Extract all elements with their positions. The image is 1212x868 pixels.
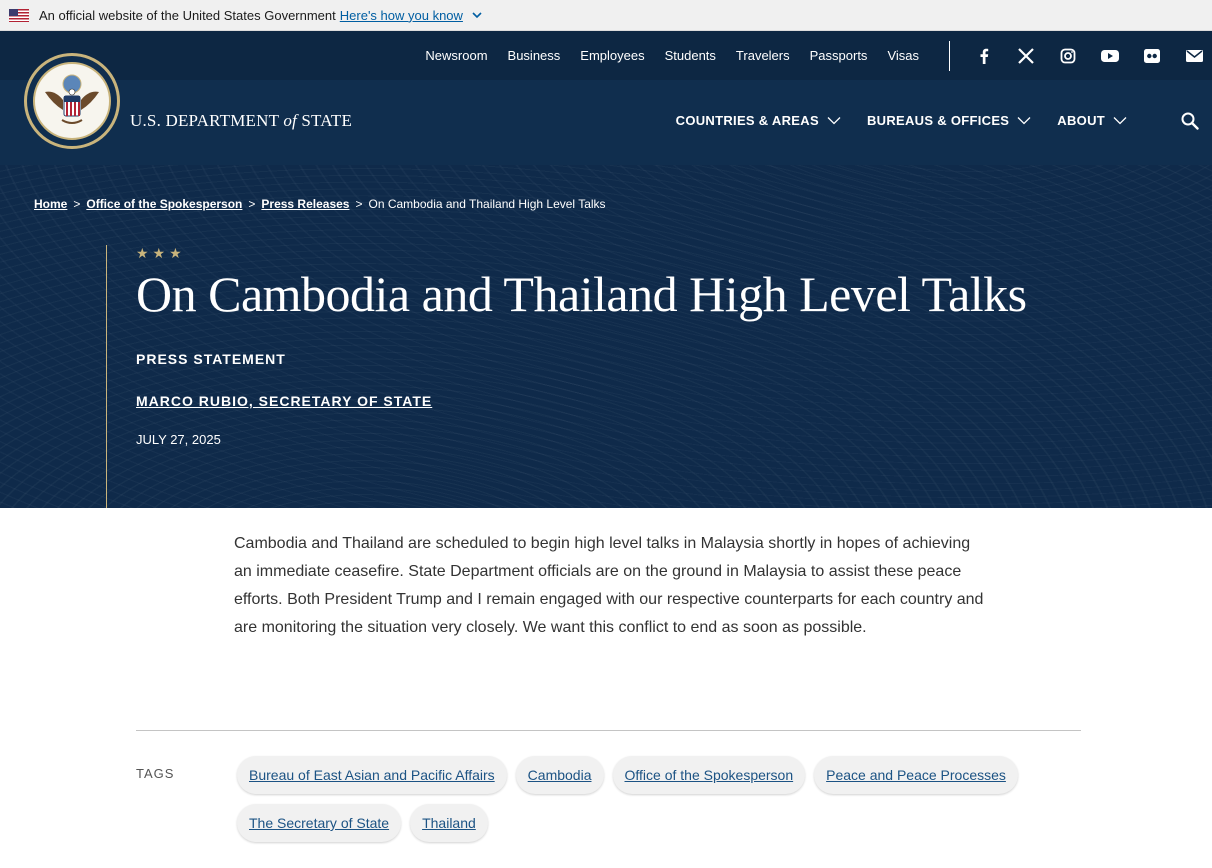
utility-link-visas[interactable]: Visas — [887, 48, 919, 63]
utility-divider — [949, 41, 950, 71]
breadcrumb-home[interactable]: Home — [34, 197, 68, 211]
gov-banner-text: An official website of the United States Government — [39, 7, 336, 23]
nav-about[interactable] — [1057, 113, 1127, 128]
nav-countries-areas[interactable] — [676, 113, 841, 128]
nav-bureaus-offices-label: BUREAUS & OFFICES — [866, 113, 1010, 128]
site-title[interactable] — [130, 111, 352, 131]
youtube-icon[interactable] — [1099, 45, 1121, 67]
chevron-down-icon — [1017, 116, 1031, 125]
heres-how-you-know-link[interactable]: Here's how you know — [339, 7, 463, 23]
article-body: Cambodia and Thailand are scheduled to begin high level talks in Malaysia shortly in hopes of achieving an immediate ceasefire. State Department officials are on the ground in Malaysia to assist these peace efforts. Both President Trump and I remain engaged with our respective counterparts for each country and are monitoring the situation very closely. We want this conflict to end as soon as possible. — [234, 535, 984, 636]
publish-date: JULY 27, 2025 — [136, 432, 221, 447]
author-link[interactable]: MARCO RUBIO, SECRETARY OF STATE — [136, 393, 433, 409]
utility-link-passports[interactable]: Passports — [809, 48, 868, 63]
chevron-down-icon — [827, 116, 841, 125]
tag-thailand[interactable]: Thailand — [410, 804, 488, 842]
tag-the-secretary-of-state[interactable]: The Secretary of State — [237, 804, 401, 842]
flickr-icon[interactable] — [1141, 45, 1163, 67]
search-icon[interactable] — [1180, 111, 1200, 131]
x-icon[interactable] — [1015, 45, 1037, 67]
tags-list — [237, 756, 1067, 842]
breadcrumb-current: On Cambodia and Thailand High Level Talks — [368, 197, 606, 211]
instagram-icon[interactable] — [1057, 45, 1079, 67]
stars-decoration: ★★★ — [136, 245, 186, 261]
site-title-of: of — [283, 111, 297, 130]
email-icon[interactable] — [1183, 45, 1205, 67]
department-seal-logo[interactable] — [24, 53, 120, 149]
utility-link-business[interactable]: Business — [507, 48, 561, 63]
utility-nav — [425, 31, 919, 80]
breadcrumb-separator: > — [355, 197, 363, 211]
us-flag-icon — [9, 9, 29, 22]
main-nav — [676, 113, 1127, 128]
breadcrumb-press-releases[interactable]: Press Releases — [261, 197, 350, 211]
tag-peace-and-peace-processes[interactable]: Peace and Peace Processes — [814, 756, 1018, 794]
page-title: On Cambodia and Thailand High Level Talks — [136, 266, 1027, 322]
utility-link-students[interactable]: Students — [664, 48, 716, 63]
breadcrumb-separator: > — [73, 197, 81, 211]
chevron-down-icon[interactable] — [471, 9, 483, 21]
nav-countries-areas-label: COUNTRIES & AREAS — [675, 113, 819, 128]
tag-office-of-the-spokesperson[interactable]: Office of the Spokesperson — [613, 756, 806, 794]
breadcrumb-separator: > — [248, 197, 256, 211]
site-title-suffix: STATE — [296, 111, 353, 130]
utility-bar — [0, 31, 1212, 80]
nav-bureaus-offices[interactable] — [867, 113, 1031, 128]
tag-cambodia[interactable]: Cambodia — [516, 756, 604, 794]
breadcrumb-office-of-the-spokesperson[interactable]: Office of the Spokesperson — [86, 197, 243, 211]
chevron-down-icon — [1113, 116, 1127, 125]
utility-link-travelers[interactable]: Travelers — [735, 48, 790, 63]
facebook-icon[interactable] — [973, 45, 995, 67]
utility-link-employees[interactable]: Employees — [580, 48, 645, 63]
tags-label: TAGS — [136, 766, 175, 781]
article-hero — [0, 165, 1212, 508]
site-title-prefix: U.S. DEPARTMENT — [130, 111, 284, 130]
utility-link-newsroom[interactable]: Newsroom — [425, 48, 488, 63]
breadcrumb — [34, 197, 606, 211]
site-header — [0, 31, 1212, 165]
tag-bureau-of-east-asian-and-pacific-affairs[interactable]: Bureau of East Asian and Pacific Affairs — [237, 756, 507, 794]
tags-divider — [136, 730, 1081, 731]
social-links — [973, 45, 1205, 67]
hero-gold-rule — [106, 245, 107, 508]
seal-eagle-emblem — [33, 62, 111, 140]
gov-banner — [0, 0, 1212, 31]
nav-about-label: ABOUT — [1057, 113, 1105, 128]
article-type: PRESS STATEMENT — [136, 351, 286, 367]
